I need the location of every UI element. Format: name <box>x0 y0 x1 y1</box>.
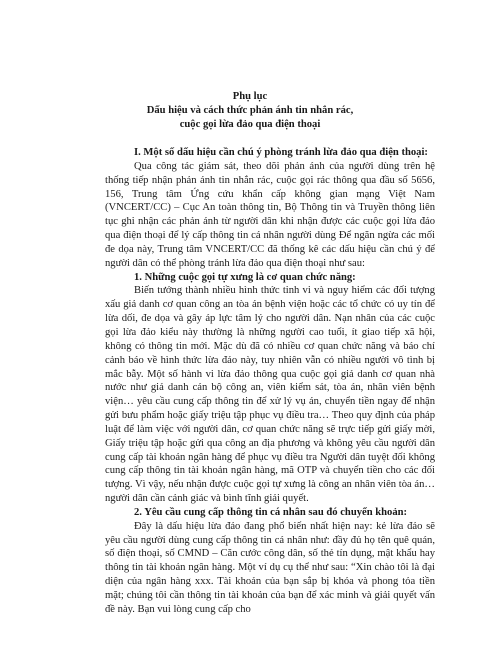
document-title-line-2: cuộc gọi lừa đảo qua điện thoại <box>179 119 321 130</box>
document-title-line-1: Dấu hiệu và cách thức phản ánh tin nhắn rác, <box>146 105 354 116</box>
subsection-paragraph-1: Biến tướng thành nhiều hình thức tinh vi và nguy hiểm các đối tượng xấu giả danh cơ quan công an tòa án bệnh viện hoặc các tổ chức có uy tín để lừa dối, đe dọa và gây áp lực tâm lý cho người dân. Nạn nhân của các cuộc gọi lừa đảo kiểu này thường là những người cao tuổi, ít giao tiếp xã hội, không có thông tin mới. Mặc dù đã có nhiều cơ quan chức năng và báo chí cảnh báo về hình thức lừa đảo này, tuy nhiên vẫn có nhiều người vô tình bị mắc bẫy. Một số hành vi lừa đảo thông qua cuộc gọi giả danh cơ quan nhà nước như giả danh cán bộ công an, viên kiểm sát, tòa án, nhân viên bệnh viện… yêu cầu cung cấp thông tin để xử lý vụ án, chuyển tiền ngay để nhận gửi bưu phẩm hoặc giấy triệu tập phục vụ điều tra… Theo quy định của pháp luật để làm việc với người dân, cơ quan chức năng sẽ trực tiếp gửi giấy mời, Giấy triệu tập hoặc gửi qua công an địa phương và không yêu cầu người dân cung cấp tài khoản ngân hàng để phục vụ điều tra Người dân tuyệt đối không cung cấp thông tin tài khoản ngân hàng, mã OTP và chuyển tiền cho các đối tượng. Vì vậy, nếu nhận được cuộc gọi tự xưng là công an nhân viên tòa án… người dân cần cảnh giác và bình tĩnh giải quyết. <box>105 285 435 505</box>
section-intro-paragraph: Qua công tác giám sát, theo dõi phản ánh của người dùng trên hệ thống tiếp nhận phản ánh tin nhắn rác, cuộc gọi rác thông qua đầu số 5656, 156, Trung tâm Ứng cứu khẩn cấp không gian mạng Việt Nam (VNCERT/CC) – Cục An toàn thông tin, Bộ Thông tin và Truyền thông liên tục ghi nhận các phản ánh từ người dân khi nhận được các cuộc gọi lừa đảo qua điện thoại để lý cấp thông tin cá nhân người dùng Để ngăn ngừa các mối đe dọa này, Trung tâm VNCERT/CC đã thống kê các dấu hiệu cần chú ý để người dân có thể phòng tránh lừa đảo qua điện thoại như sau: <box>105 160 435 269</box>
subsection-heading-2: 2. Yêu cầu cung cấp thông tin cá nhân sau đó chuyển khoản: <box>134 506 408 518</box>
subsection-heading-1: 1. Những cuộc gọi tự xưng là cơ quan chức năng: <box>134 271 356 283</box>
appendix-title: Phụ lục <box>232 91 268 102</box>
document-body <box>105 146 435 617</box>
subsection-paragraph-2: Đây là dấu hiệu lừa đảo đang phổ biến nhất hiện nay: kẻ lừa đảo sẽ yêu cầu người dùng cung cấp thông tin cá nhân như: đầy đủ họ tên quê quán, số điện thoại, số CMND – Căn cước công dân, số thẻ tín dụng, mật khẩu hay thông tin tài khoản ngân hàng. Một ví dụ cụ thể như sau: “Xin chào tôi là đại diện của ngân hàng xxx. Tài khoản của bạn sắp bị khóa và phong tỏa tiền mặt; chúng tôi cần thông tin tài khoản của bạn để xác minh và giải quyết vấn đề này. Bạn vui lòng cung cấp cho <box>105 520 435 615</box>
section-heading: I. Một số dấu hiệu cần chú ý phòng tránh lừa đảo qua điện thoại: <box>134 147 428 158</box>
